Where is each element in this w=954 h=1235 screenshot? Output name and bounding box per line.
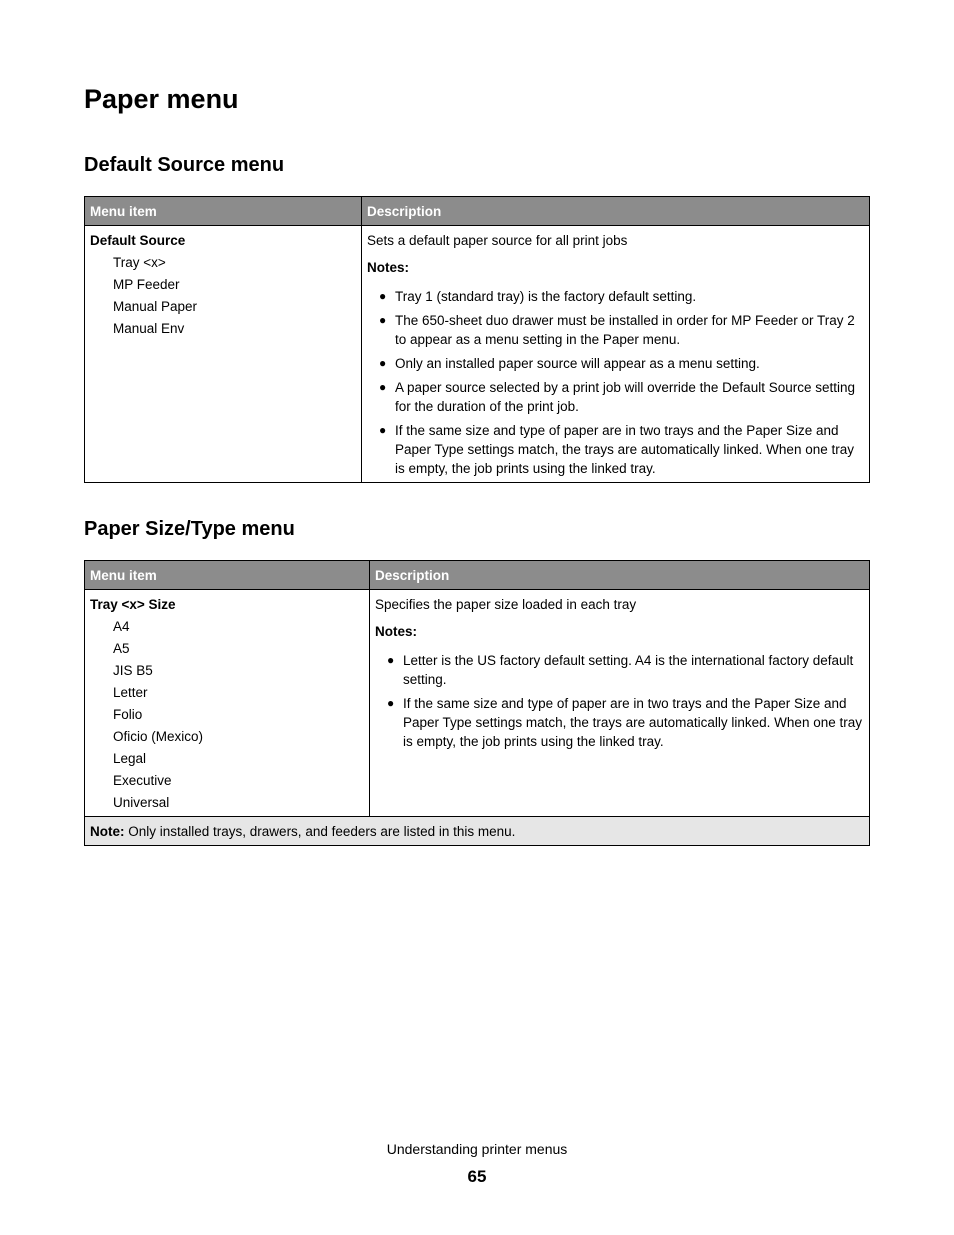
menu-item-title: Default Source xyxy=(90,233,186,248)
menu-sub-item: A5 xyxy=(113,641,130,656)
note-item xyxy=(367,378,864,416)
column-header-menu-item: Menu item xyxy=(85,197,362,226)
note-text: A paper source selected by a print job will override the Default Source setting for the duration of the print job. xyxy=(395,380,856,414)
column-header-description: Description xyxy=(362,197,870,226)
menu-item-cell xyxy=(85,590,370,817)
menu-sub-item: Legal xyxy=(113,751,147,766)
bullet-icon: ● xyxy=(379,313,387,327)
note-text: Only an installed paper source will appear as a menu setting. xyxy=(395,356,760,371)
note-text: If the same size and type of paper are in two trays and the Paper Size and Paper Type settings match, the trays are automatically linked. When one tray is empty, the job prints using the linked tray. xyxy=(403,696,862,749)
notes-list xyxy=(367,287,864,478)
page-number: 65 xyxy=(467,1167,487,1186)
menu-sub-item: Universal xyxy=(113,795,170,810)
column-header-description: Description xyxy=(370,561,870,590)
menu-sub-item: Letter xyxy=(113,685,148,700)
note-item xyxy=(367,354,864,373)
note-text: Letter is the US factory default setting. A4 is the international factory default setting. xyxy=(403,653,854,687)
menu-sub-item: Oficio (Mexico) xyxy=(113,729,204,744)
bullet-icon: ● xyxy=(387,696,395,710)
menu-sub-item: Manual Paper xyxy=(113,299,198,314)
description-text: Specifies the paper size loaded in each tray xyxy=(375,597,637,612)
page-title: Paper menu xyxy=(84,84,239,114)
note-item xyxy=(367,287,864,306)
menu-item-title: Tray <x> Size xyxy=(90,597,176,612)
description-text: Sets a default paper source for all print jobs xyxy=(367,233,628,248)
note-item xyxy=(375,694,864,751)
table-row xyxy=(85,226,870,483)
default-source-table xyxy=(84,196,870,483)
notes-list xyxy=(375,651,864,751)
column-header-menu-item: Menu item xyxy=(85,561,370,590)
description-cell xyxy=(370,590,870,817)
bullet-icon: ● xyxy=(379,289,387,303)
menu-sub-item: Folio xyxy=(113,707,143,722)
note-text: The 650-sheet duo drawer must be installed in order for MP Feeder or Tray 2 to appear as a menu setting in the Paper menu. xyxy=(395,313,855,347)
bullet-icon: ● xyxy=(379,380,387,394)
note-item xyxy=(375,651,864,689)
table-note-row xyxy=(85,817,870,846)
note-item xyxy=(367,421,864,478)
table-note-cell xyxy=(85,817,870,846)
bullet-icon: ● xyxy=(379,356,387,370)
note-item xyxy=(367,311,864,349)
default-source-heading: Default Source menu xyxy=(84,154,285,176)
description-cell xyxy=(362,226,870,483)
note-text: If the same size and type of paper are in two trays and the Paper Size and Paper Type settings match, the trays are automatically linked. When one tray is empty, the job prints using the linked tray. xyxy=(395,423,854,476)
menu-sub-item: MP Feeder xyxy=(113,277,180,292)
bullet-icon: ● xyxy=(387,653,395,667)
paper-size-type-table xyxy=(84,560,870,846)
menu-sub-item: Executive xyxy=(113,773,172,788)
table-header-row xyxy=(85,197,870,226)
table-row xyxy=(85,590,870,817)
paper-size-type-heading: Paper Size/Type menu xyxy=(84,518,295,540)
footer-text: Understanding printer menus xyxy=(386,1141,568,1157)
menu-sub-item: Tray <x> xyxy=(113,255,166,270)
table-header-row xyxy=(85,561,870,590)
notes-label: Notes: xyxy=(375,624,418,639)
table-note-text: Only installed trays, drawers, and feeders are listed in this menu. xyxy=(124,824,516,839)
menu-sub-item: A4 xyxy=(113,619,130,634)
bullet-icon: ● xyxy=(379,423,387,437)
menu-sub-item: Manual Env xyxy=(113,321,185,336)
table-note-label: Note: xyxy=(90,824,125,839)
notes-label: Notes: xyxy=(367,260,410,275)
note-text: Tray 1 (standard tray) is the factory default setting. xyxy=(395,289,697,304)
menu-item-cell xyxy=(85,226,362,483)
menu-sub-item: JIS B5 xyxy=(113,663,153,678)
